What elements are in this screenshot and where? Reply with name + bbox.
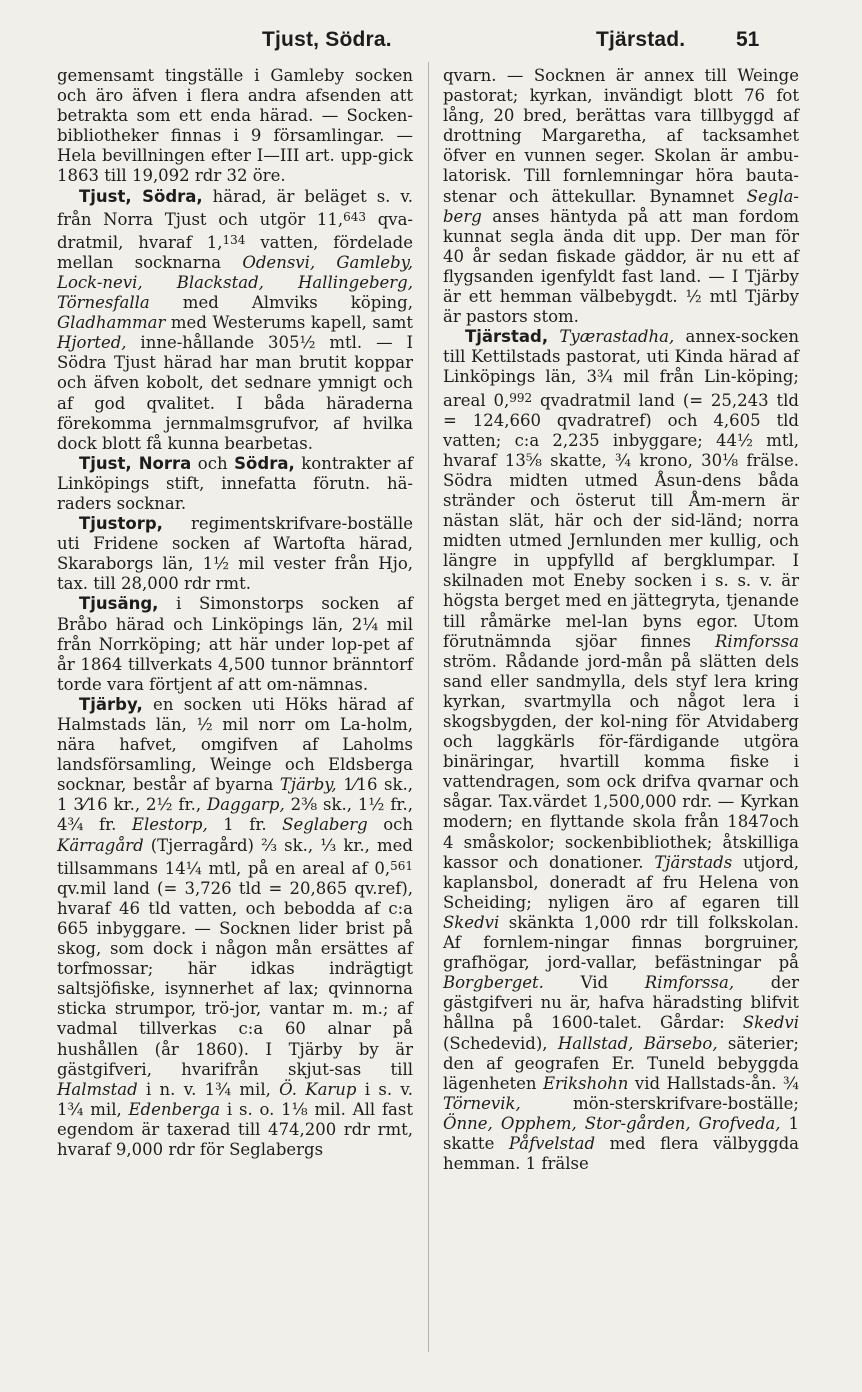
paragraph-continued: qvarn. — Socknen är annex till Weinge pastorat; kyrkan, invändigt blott 76 fot lång, 20 bred, berättas vara tillbyggd af drottning Margaretha, af tacksamhet öfver en vunnen seger. Skolan är ambu-latorisk. Till fornlemningar höra bauta-stenar och ättekullar. Bynamnet Segla-berg anses häntyda på att man fordom kunnat segla ända dit upp. Der man för 40 år sedan fiskade gäddor, är nu ett af flygsanden igenfyldt fast land. — I Tjärby är ett hemman välbebygdt. ½ mtl Tjärby är pastors stom. [443,66,799,327]
entry-headword: Tjust, Norra [79,453,192,473]
column-divider [428,62,429,1352]
running-header [0,20,862,56]
entry-tjarstad: Tjärstad, Tyærastadha, annex-socken till Kettilstads pastorat, uti Kinda härad af Linköpings län, 3¾ mil från Lin-köping; areal 0,$^{992}$ qvadratmil land (= 25,243 tld = 124,660 qvadratref) och 4,605 tld vatten; c:a 2,235 inbyggare; 44½ mtl, hvaraf 13⅝ skatte, ¾ krono, 30⅛ frälse. Södra midten utmed Åsun-dens båda stränder och österut till Åm-mern är nästan slät, här och der sid-länd; norra midten utmed Jernlunden mer kullig, och längre in uppfylld af bergklumpar. I skilnaden mot Eneby socken i s. s. v. är högsta berget med en jättegryta, tjenande till råmärke mel-lan byns egor. Utom förutnämnda sjöar finnes Rimforssa ström. Rådande jord-mån på slätten dels sand eller sandmylla, dels styf lera kring kyrkan, svartmylla och något lera i skogsbygden, der kol-ning för Atvidaberg och laggkärls för-färdigande utgöra binäringar, hvartill komma fiske i vattendragen, som ock drifva qvarnar och sågar. Tax.värdet 1,500,000 rdr. — Kyrkan modern; en flyttande skola från 1847och 4 småskolor; sockenbibliothek; åtskilliga kassor och donationer. Tjärstads utjord, kaplansbol, doneradt af fru Helena von Scheiding; nyligen äro af egaren till Skedvi skänkta 1,000 rdr till folkskolan. Af fornlem-ningar finnas borgruiner, grafhögar, jord-vallar, befästningar på Borgberget. Vid Rimforssa, der gästgifveri nu är, hafva häradsting blifvit hållna på 1600-talet. Gårdar: Skedvi (Schedevid), Hallstad, Bärsebo, säterier; den af geografen Er. Tuneld bebyggda lägenheten Erikshohn vid Hallstads-ån. ¾ Törnevik, mön-sterskrifvare-boställe; Önne, Opphem, Stor-gården, Grofveda, 1 skatte Påfvelstad med flera välbyggda hemman. 1 frälse [443,327,800,1174]
right-column [443,66,799,1174]
header-left-title: Tjust, Södra. [262,28,392,51]
page-number: 51 [736,28,760,51]
entry-headword: Tjusäng, [79,594,159,614]
entry-tjusang: Tjusäng, i Simonstorps socken af Bråbo härad och Linköpings län, 2¼ mil från Norrköping; att här under lop-pet af år 1864 tillverkats 4,500 tunnor bränntorf torde vara förtjent af att om-nämnas. [57,594,413,694]
paragraph-continued: gemensamt tingställe i Gamleby socken och äro äfven i flera andra afsenden att betrakta som ett enda härad. — Socken-bibliotheker finnas i 9 församlingar. — Hela bevillningen efter I—III art. upp-gick 1863 till 19,092 rdr 32 öre. [57,66,413,186]
entry-tjust-sodra: Tjust, Södra, härad, är beläget s. v. från Norra Tjust och utgör 11,$^{643}$ qva-dratmil, hvaraf 1,$^{134}$ vatten, fördelade mellan socknarna Odensvi, Gamleby, Lock-nevi, Blackstad, Hallingeberg, Törnesfalla med Almviks köping, Gladhammar med Westerums kapell, samt Hjorted, inne-hållande 305½ mtl. — I Södra Tjust härad har man brutit koppar och äfven kobolt, det sednare ymnigt och af god qvalitet. I båda häraderna förekomma jernmalmsgrufvor, af hvilka dock blott få kunna bearbetas. [57,186,414,453]
entry-headword: Tjärby, [79,694,143,714]
left-column [57,66,413,1160]
entry-headword: Tjustorp, [79,514,163,534]
entry-tjustorp: Tjustorp, regimentskrifvare-boställe uti Fridene socken af Wartofta härad, Skaraborgs län, 1½ mil vester från Hjo, tax. till 28,000 rdr rmt. [57,514,413,594]
header-right-title: Tjärstad. [596,28,686,51]
entry-tjarby: Tjärby, en socken uti Höks härad af Halmstads län, ½ mil norr om La-holm, nära hafvet, omgifven af Laholms landsförsamling, Weinge och Eldsberga socknar, består af byarna Tjärby, 1⁄16 sk., 1 3⁄16 kr., 2½ fr., Daggarp, 2⅜ sk., 1½ fr., 4¾ fr. Elestorp, 1 fr. Seglaberg och Kärragård (Tjerragård) ⅔ sk., ⅓ kr., med tillsammans 14¼ mtl, på en areal af 0,$^{561}$ qv.mil land (= 3,726 tld = 20,865 qv.ref), hvaraf 46 tld vatten, och bebodda af c:a 665 inbyggare. — Socknen lider brist på skog, som dock i någon mån ersättes af torfmossar; här idkas indrägtigt saltsjöfiske, isynnerhet af lax; qvinnorna sticka strumpor, trö-jor, vantar m. m.; af vadmal tillverkas c:a 60 alnar på hushållen (år 1860). I Tjärby by är gästgifveri, hvarifrån skjut-sas till Halmstad i n. v. 1¾ mil, Ö. Karup i s. v. 1¾ mil, Edenberga i s. o. 1⅛ mil. All fast egendom är taxerad till 474,200 rdr rmt, hvaraf 9,000 rdr för Seglabergs [57,694,413,1159]
entry-tjust-kontrakter: Tjust, Norra och Södra, kontrakter af Linköpings stift, innefatta förutn. hä-raders socknar. [57,453,413,513]
entry-headword: Tjärstad, [465,327,549,347]
entry-headword: Tjust, Södra, [79,186,203,206]
